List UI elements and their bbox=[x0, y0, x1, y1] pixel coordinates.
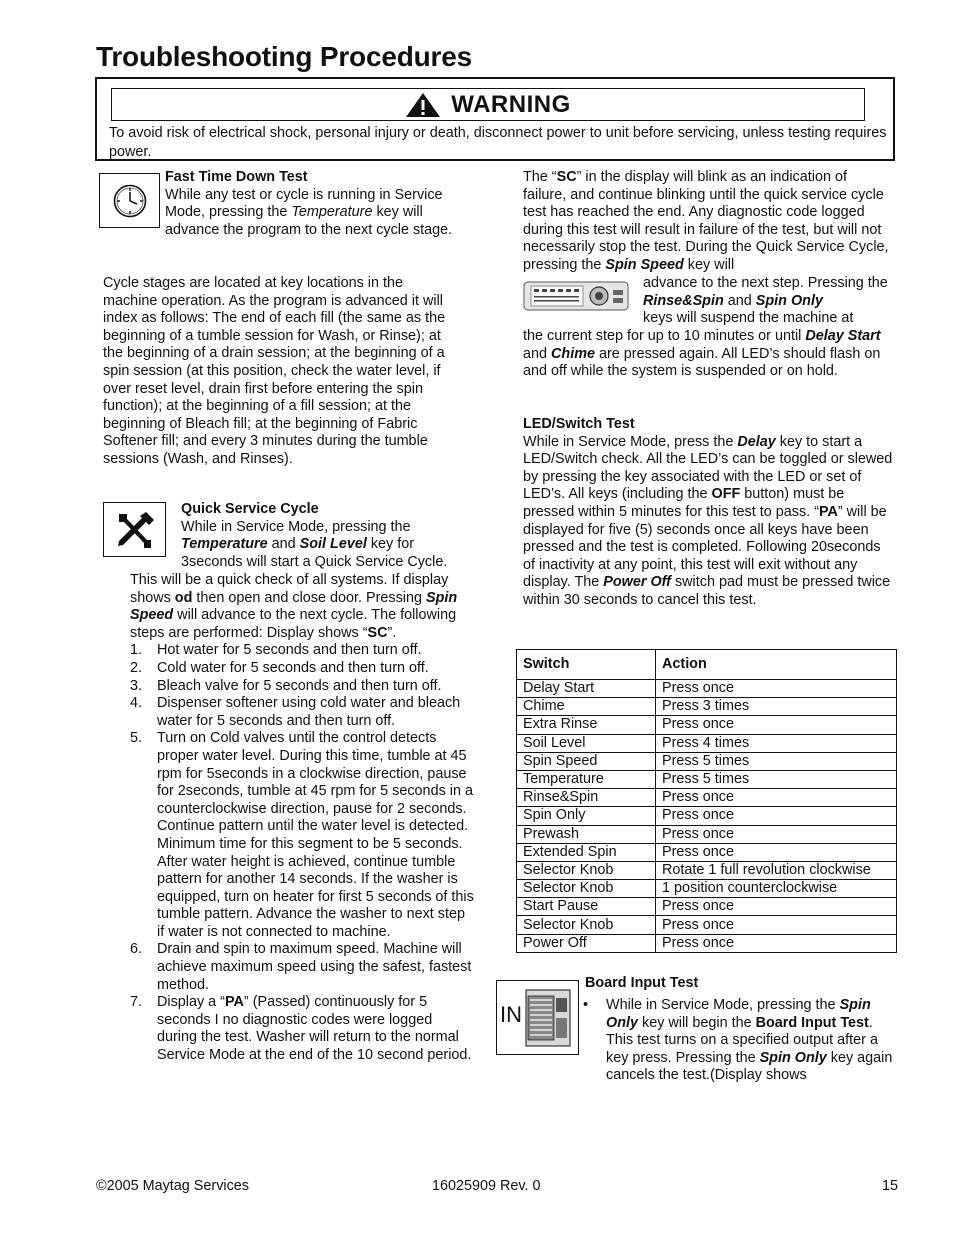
switch-action-table bbox=[516, 649, 897, 953]
switch-cell: Extra Rinse bbox=[517, 716, 656, 734]
cycle-stages-paragraph: Cycle stages are located at key locations in the machine operation. As the program is advanced it will index as follows: The end of each fill (the same as the beginning of a tumble session for Wash, or Rinse); at the beginning of a drain session; at the beginning of a spin session (at this position, check the water level, if over reset level, drain first before entering the spin function); at the beginning of a fill session; at the beginning of Bleach fill; at the beginning of Fabric Softener fill; and every 3 minutes during the tumble sessions (Wash, and Rinses). bbox=[103, 275, 446, 467]
action-cell: Press once bbox=[656, 789, 897, 807]
warning-box bbox=[95, 77, 895, 161]
rinse-spin-ref: Rinse&Spin bbox=[643, 292, 724, 309]
action-cell: Press once bbox=[656, 716, 897, 734]
step-number: 1. bbox=[130, 642, 143, 659]
bi-text-b: key will begin the bbox=[638, 1014, 756, 1031]
action-cell: Press once bbox=[656, 825, 897, 843]
sc-text-g: the current step for up to 10 minutes or until bbox=[523, 328, 806, 344]
footer-doc-number: 16025909 Rev. 0 bbox=[432, 1178, 541, 1194]
board-input-heading: Board Input Test bbox=[585, 975, 699, 991]
step-number: 3. bbox=[130, 677, 143, 694]
step-text: Drain and spin to maximum speed. Machine will achieve maximum speed using the safest, fastest method. bbox=[157, 941, 472, 993]
table-row bbox=[517, 698, 897, 716]
sc-text-d: advance to the next step. Pressing the bbox=[643, 275, 888, 291]
qs-text-6: will advance to the next cycle. The following steps are performed: Display shows “ bbox=[130, 607, 457, 641]
step-item bbox=[130, 941, 475, 994]
action-column-header: Action bbox=[656, 650, 897, 680]
qs-temperature-ref: Temperature bbox=[181, 536, 268, 553]
sc-paragraph-bottom bbox=[523, 328, 893, 381]
circuit-board-icon bbox=[498, 982, 577, 1053]
spin-speed-ref: Spin Speed bbox=[605, 256, 684, 273]
table-row bbox=[517, 843, 897, 861]
switch-cell: Power Off bbox=[517, 934, 656, 952]
warning-text: To avoid risk of electrical shock, personal injury or death, disconnect power to unit before servicing, unless testing requires power. bbox=[109, 125, 887, 160]
sc-text-a: The “ bbox=[523, 169, 557, 185]
action-cell: Press 5 times bbox=[656, 770, 897, 788]
quick-service-head-block bbox=[181, 501, 471, 571]
table-row bbox=[517, 880, 897, 898]
led-switch-body bbox=[523, 434, 893, 610]
sc-text-e: and bbox=[723, 292, 756, 309]
delay-start-ref: Delay Start bbox=[805, 328, 881, 344]
step-text: Display a “ bbox=[157, 994, 225, 1011]
control-panel-thumbnail bbox=[523, 276, 630, 314]
switch-table-body bbox=[517, 680, 897, 953]
switch-cell: Prewash bbox=[517, 825, 656, 843]
table-row bbox=[517, 789, 897, 807]
action-cell: Press once bbox=[656, 680, 897, 698]
fast-time-down-body bbox=[165, 187, 465, 240]
action-cell: Press 3 times bbox=[656, 698, 897, 716]
action-cell: Press once bbox=[656, 934, 897, 952]
power-off-ref: Power Off bbox=[603, 574, 671, 591]
clock-icon bbox=[112, 183, 148, 219]
table-row bbox=[517, 898, 897, 916]
step-number: 5. bbox=[130, 730, 143, 747]
step-item bbox=[130, 642, 475, 660]
action-cell: Press once bbox=[656, 916, 897, 934]
table-row bbox=[517, 752, 897, 770]
led-switch-section bbox=[523, 416, 893, 610]
action-cell: Press 4 times bbox=[656, 734, 897, 752]
quick-service-steps bbox=[130, 642, 475, 1064]
action-cell: Press once bbox=[656, 807, 897, 825]
control-panel-image bbox=[523, 276, 630, 314]
led-text-e: switch pad must be pressed twice within 30 seconds to cancel this test. bbox=[523, 574, 891, 608]
warning-triangle-icon bbox=[405, 92, 441, 118]
step-item bbox=[130, 695, 475, 730]
warning-title: WARNING bbox=[451, 90, 571, 118]
board-input-icon-label: IN bbox=[500, 1002, 522, 1027]
table-row bbox=[517, 861, 897, 879]
table-row bbox=[517, 807, 897, 825]
led-text-c: button) must be pressed within 5 minutes for this test to pass. “ bbox=[523, 486, 845, 520]
switch-cell: Spin Only bbox=[517, 807, 656, 825]
step-text: Cold water for 5 seconds and then turn off. bbox=[157, 659, 429, 676]
led-text-b: key to start a LED/Switch check. All the LED’s can be toggled or slewed by pressing the key associated with the LED or set of LED’s. All keys (including the bbox=[523, 433, 893, 503]
switch-cell: Delay Start bbox=[517, 680, 656, 698]
chime-ref: Chime bbox=[551, 345, 595, 362]
bi-spin-only-ref-2: Spin Only bbox=[759, 1049, 827, 1066]
table-row bbox=[517, 934, 897, 952]
bi-spin-only-ref: Spin Only bbox=[606, 997, 871, 1031]
page-title: Troubleshooting Procedures bbox=[96, 41, 472, 72]
bi-board-input-ref: Board Input Test bbox=[755, 1014, 869, 1031]
qs-od-ref: od bbox=[174, 589, 193, 606]
switch-cell: Selector Knob bbox=[517, 861, 656, 879]
spin-only-ref: Spin Only bbox=[755, 292, 823, 309]
sc-text-i: are pressed again. All LED’s should flash on and off while the system is suspended or on hold. bbox=[523, 345, 881, 380]
step-pa-ref: PA bbox=[224, 994, 244, 1011]
board-input-body bbox=[606, 997, 894, 1085]
sc-text-h: and bbox=[523, 345, 552, 362]
step-text: Dispenser softener using cold water and bleach water for 5 seconds and then turn off. bbox=[157, 695, 461, 729]
led-switch-heading: LED/Switch Test bbox=[523, 416, 635, 432]
switch-cell: Selector Knob bbox=[517, 916, 656, 934]
switch-cell: Extended Spin bbox=[517, 843, 656, 861]
action-cell: Press once bbox=[656, 843, 897, 861]
switch-cell: Selector Knob bbox=[517, 880, 656, 898]
action-cell: Press 5 times bbox=[656, 752, 897, 770]
warning-banner bbox=[111, 88, 865, 121]
qs-text-2: and bbox=[267, 536, 300, 553]
switch-cell: Rinse&Spin bbox=[517, 789, 656, 807]
quick-service-body bbox=[130, 572, 475, 1065]
switch-cell: Soil Level bbox=[517, 734, 656, 752]
bi-text-a: While in Service Mode, pressing the bbox=[606, 997, 840, 1013]
switch-cell: Chime bbox=[517, 698, 656, 716]
table-row bbox=[517, 716, 897, 734]
step-text: Hot water for 5 seconds and then turn off. bbox=[157, 642, 422, 659]
step-text: Bleach valve for 5 seconds and then turn off. bbox=[157, 677, 442, 694]
delay-key-ref: Delay bbox=[737, 433, 776, 450]
table-header-row bbox=[517, 650, 897, 680]
qs-text-4: This will be a quick check of all systems. If display shows bbox=[130, 572, 449, 606]
sc-paragraph-wrap bbox=[643, 275, 893, 328]
switch-cell: Start Pause bbox=[517, 898, 656, 916]
step-text: ” (Passed) continuously for 5 seconds I no diagnostic codes were logged during the test. Washer will return to the normal Service Mode at the end of the 10 second period. bbox=[157, 994, 472, 1064]
step-number: 7. bbox=[130, 994, 143, 1011]
step-number: 6. bbox=[130, 941, 143, 958]
table-row bbox=[517, 916, 897, 934]
quick-service-heading: Quick Service Cycle bbox=[181, 501, 319, 517]
switch-cell: Spin Speed bbox=[517, 752, 656, 770]
step-item bbox=[130, 660, 475, 678]
qs-sc-ref: SC bbox=[367, 624, 388, 641]
bullet-glyph: • bbox=[583, 997, 589, 1013]
led-text-a: While in Service Mode, press the bbox=[523, 433, 738, 450]
qs-text-3: key for 3seconds will start a Quick Service Cycle. bbox=[181, 536, 448, 570]
switch-cell: Temperature bbox=[517, 770, 656, 788]
step-item bbox=[130, 678, 475, 696]
qs-spin-speed-ref: Spin Speed bbox=[130, 589, 458, 624]
tools-icon-box bbox=[103, 502, 166, 557]
action-cell: 1 position counterclockwise bbox=[656, 880, 897, 898]
fast-time-down-heading: Fast Time Down Test bbox=[165, 169, 308, 185]
fast-time-down-text-1: While any test or cycle is running in Service Mode, pressing the bbox=[165, 186, 443, 221]
fast-time-down-text-2: key will advance the program to the next cycle stage. bbox=[165, 204, 453, 238]
bi-text-c: . This test turns on a specified output after a key press. Pressing the bbox=[606, 1014, 878, 1066]
action-cell: Press once bbox=[656, 898, 897, 916]
qs-soil-level-ref: Soil Level bbox=[299, 536, 367, 553]
bi-text-d: key again cancels the test.(Display shows bbox=[606, 1049, 893, 1084]
quick-service-intro bbox=[181, 519, 471, 572]
qs-text-5: then open and close door. Pressing bbox=[192, 589, 426, 606]
step-number: 4. bbox=[130, 695, 143, 712]
led-text-d: ” will be displayed for five (5) seconds once all keys have been pressed and the test is completed. Following 20seconds of inactivity at any point, this test will exit without any display. The bbox=[523, 503, 887, 591]
table-row bbox=[517, 734, 897, 752]
sc-text-f: keys will suspend the machine at bbox=[643, 310, 854, 327]
step-number: 2. bbox=[130, 659, 143, 676]
table-row bbox=[517, 770, 897, 788]
wrench-screwdriver-icon bbox=[113, 510, 157, 550]
footer-copyright: ©2005 Maytag Services bbox=[96, 1178, 249, 1194]
temperature-key-ref: Temperature bbox=[291, 204, 373, 221]
qs-text-1: While in Service Mode, pressing the bbox=[181, 518, 411, 535]
table-row bbox=[517, 825, 897, 843]
off-button-ref: OFF bbox=[711, 486, 741, 503]
action-cell: Rotate 1 full revolution clockwise bbox=[656, 861, 897, 879]
sc-paragraph-top bbox=[523, 169, 893, 275]
step-text: Turn on Cold valves until the control detects proper water level. During this time, tumble at 45 rpm for 5seconds in a clockwise direction, pause for 2seconds, tumble at 45 rpm for 5 seconds in a counterclockwise direction, pause for 2 seconds. Continue pattern until the water level is detected. Minimum time for this segment to be 5 seconds. After water height is achieved, continue tumble pattern for another 14 seconds. If the washer is equipped, turn on heater for first 5 seconds of this tumble pattern. Advance the washer to next step if water is not connected to machine. bbox=[157, 730, 474, 940]
step-item bbox=[130, 994, 475, 1064]
step-item bbox=[130, 730, 475, 941]
pa-ref: PA bbox=[818, 503, 838, 520]
board-input-icon-box bbox=[496, 980, 579, 1055]
quick-service-description bbox=[130, 572, 475, 642]
clock-icon-box bbox=[99, 173, 160, 228]
sc-text-c: key will bbox=[683, 256, 735, 273]
sc-ref: SC bbox=[556, 169, 577, 185]
footer-page-number: 15 bbox=[882, 1178, 899, 1194]
sc-text-b: ” in the display will blink as an indication of failure, and continue blinking until the quick service cycle test has reached the end. Any diagnostic code logged during this test will result in failure of the test, but will not necessarily stop the test. During the Quick Service Cycle, pressing the bbox=[523, 169, 889, 273]
switch-column-header: Switch bbox=[517, 650, 656, 680]
qs-text-7: ”. bbox=[387, 624, 397, 641]
table-row bbox=[517, 680, 897, 698]
fast-time-down-section bbox=[165, 169, 465, 239]
